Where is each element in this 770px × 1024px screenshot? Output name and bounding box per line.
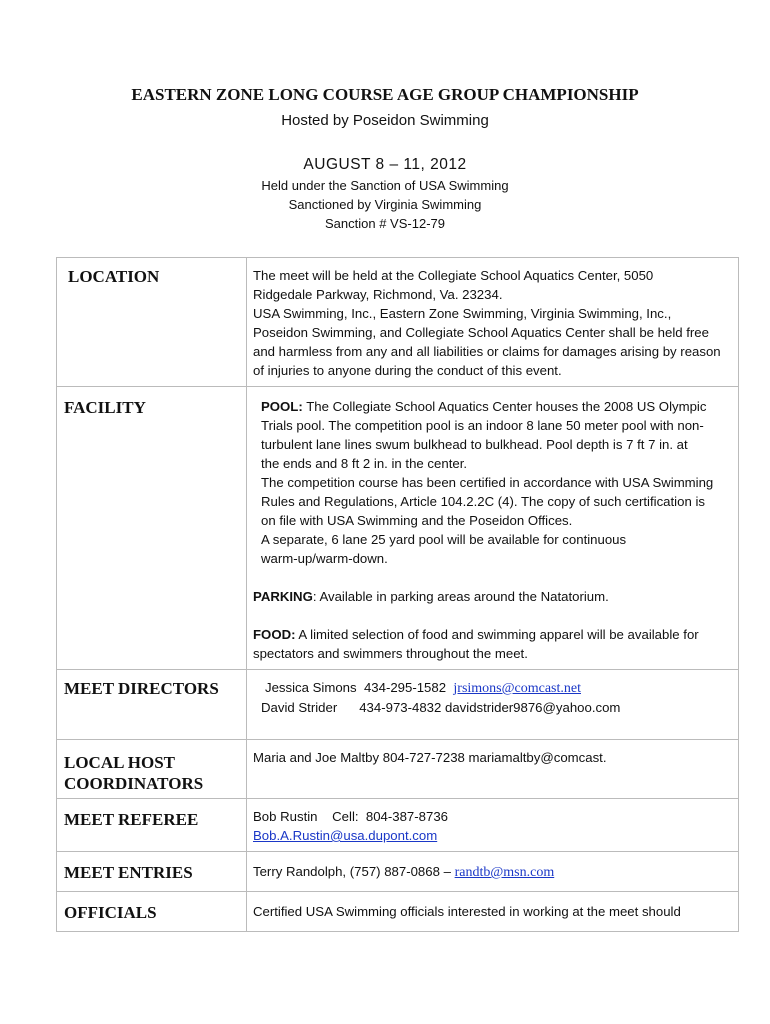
location-line: USA Swimming, Inc., Eastern Zone Swimming, Virginia Swimming, Inc., <box>253 306 672 321</box>
director-line <box>253 698 732 717</box>
facility-label <box>57 387 247 670</box>
officials-label <box>57 892 247 932</box>
parking-line <box>253 587 732 606</box>
facility-content <box>247 387 739 670</box>
parking-text: : Available in parking areas around the Natatorium. <box>312 589 609 604</box>
food-line: spectators and swimmers throughout the meet. <box>253 646 528 661</box>
location-label-text: LOCATION <box>68 267 160 286</box>
directors-row <box>57 670 739 740</box>
local-host-content <box>247 740 739 799</box>
parking-heading: PARKING <box>253 589 313 604</box>
location-line: of injuries to anyone during the conduct of this event. <box>253 363 562 378</box>
directors-label-text: MEET DIRECTORS <box>64 679 219 698</box>
entries-text: Terry Randolph, (757) 887-0868 – <box>253 864 455 879</box>
pool-line: A separate, 6 lane 25 yard pool will be available for continuous <box>261 532 627 547</box>
referee-email-link[interactable]: Bob.A.Rustin@usa.dupont.com <box>253 828 438 843</box>
director-2-text: 434-973-4832 davidstrider9876@yahoo.com <box>359 700 621 715</box>
pool-line <box>253 397 732 416</box>
entries-email-link[interactable]: randtb@msn.com <box>454 865 555 880</box>
local-host-label-line2: COORDINATORS <box>64 774 204 793</box>
sanction-number: Sanction # VS-12-79 <box>325 216 445 231</box>
pool-line: on file with USA Swimming and the Poseidon Offices. <box>261 513 573 528</box>
meet-date: AUGUST 8 – 11, 2012 <box>303 156 467 173</box>
pool-line: warm-up/warm-down. <box>261 551 388 566</box>
location-line: Ridgedale Parkway, Richmond, Va. 23234. <box>253 287 503 302</box>
pool-line: Rules and Regulations, Article 104.2.2C (4). The copy of such certification is <box>261 494 705 509</box>
referee-line: Bob Rustin Cell: 804-387-8736 <box>253 809 448 824</box>
local-host-row <box>57 740 739 799</box>
food-heading: FOOD: <box>253 627 296 642</box>
officials-content <box>247 892 739 932</box>
local-host-text: Maria and Joe Maltby 804-727-7238 mariamaltby@comcast. <box>253 750 607 765</box>
referee-label-text: MEET REFEREE <box>64 810 199 829</box>
meet-host: Hosted by Poseidon Swimming <box>281 112 489 129</box>
local-host-label-line1: LOCAL HOST <box>64 753 176 772</box>
entries-content <box>247 852 739 892</box>
pool-line: turbulent lane lines swum bulkhead to bulkhead. Pool depth is 7 ft 7 in. at <box>261 437 688 452</box>
officials-label-text: OFFICIALS <box>64 903 157 922</box>
meet-title: EASTERN ZONE LONG COURSE AGE GROUP CHAMPIONSHIP <box>131 85 639 104</box>
referee-row <box>57 799 739 852</box>
entries-label <box>57 852 247 892</box>
directors-content <box>247 670 739 740</box>
pool-text: The Collegiate School Aquatics Center houses the 2008 US Olympic <box>302 399 707 414</box>
officials-row <box>57 892 739 932</box>
entries-row <box>57 852 739 892</box>
directors-label <box>57 670 247 740</box>
director-2-name: David Strider <box>261 700 338 715</box>
document-header <box>0 84 770 233</box>
referee-content <box>247 799 739 852</box>
facility-label-text: FACILITY <box>64 398 146 417</box>
pool-heading: POOL: <box>261 399 303 414</box>
entries-label-text: MEET ENTRIES <box>64 863 193 882</box>
location-line: The meet will be held at the Collegiate School Aquatics Center, 5050 <box>253 268 654 283</box>
meet-info-table <box>56 257 739 932</box>
pool-line: Trials pool. The competition pool is an indoor 8 lane 50 meter pool with non- <box>261 418 704 433</box>
location-row <box>57 258 739 387</box>
referee-label <box>57 799 247 852</box>
director-1-email-link[interactable]: jrsimons@comcast.net <box>453 681 581 696</box>
director-line <box>253 678 732 698</box>
director-1-text: Jessica Simons 434-295-1582 <box>265 680 454 695</box>
food-text: A limited selection of food and swimming apparel will be available for <box>295 627 699 642</box>
pool-line: The competition course has been certified in accordance with USA Swimming <box>261 475 714 490</box>
location-label <box>57 258 247 387</box>
location-line: Poseidon Swimming, and Collegiate School Aquatics Center shall be held free <box>253 325 709 340</box>
pool-line: the ends and 8 ft 2 in. in the center. <box>261 456 468 471</box>
location-content <box>247 258 739 387</box>
sanction-line-1: Held under the Sanction of USA Swimming <box>261 178 509 193</box>
food-line <box>253 625 732 644</box>
location-line: and harmless from any and all liabilities or claims for damages arising by reason <box>253 344 721 359</box>
sanction-line-2: Sanctioned by Virginia Swimming <box>288 197 482 212</box>
officials-text: Certified USA Swimming officials interested in working at the meet should <box>253 904 681 919</box>
local-host-label <box>57 740 247 799</box>
facility-row <box>57 387 739 670</box>
